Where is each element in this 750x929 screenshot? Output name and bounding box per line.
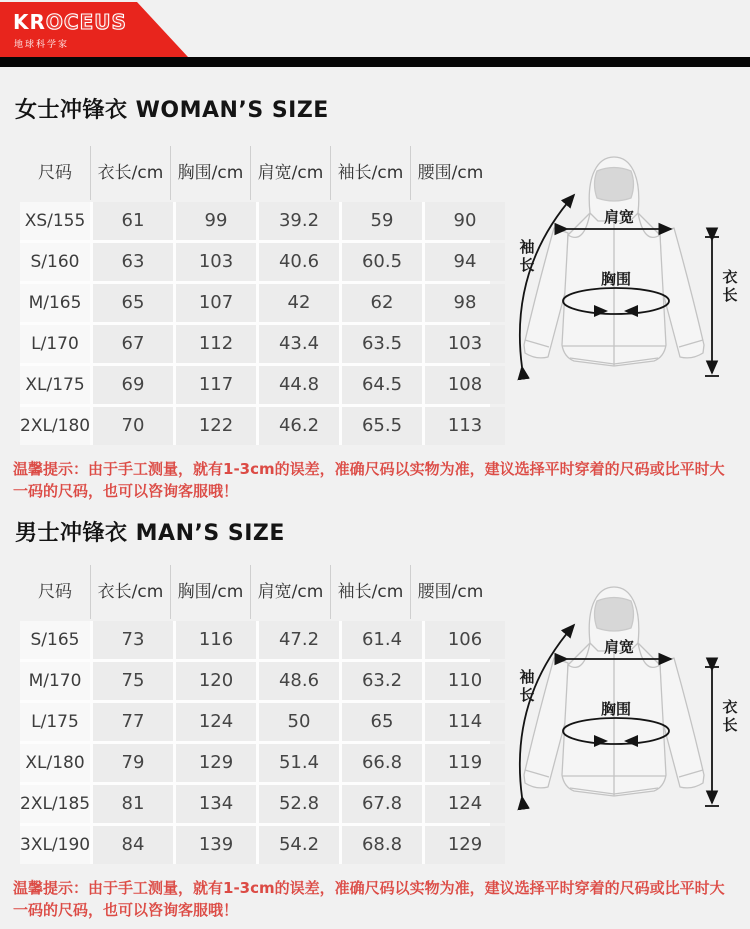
measurement-value-cell: 108: [425, 366, 505, 404]
measurement-value-cell: 94: [425, 243, 505, 281]
chest-girth-label: 胸围: [600, 270, 632, 288]
column-header-3: 肩宽/cm: [250, 565, 330, 619]
column-header-0: 尺码: [38, 582, 72, 602]
measurement-value-cell: 65: [93, 284, 173, 322]
measurement-value-cell: 139: [176, 826, 256, 864]
measurement-value-cell: 62: [342, 284, 422, 322]
brand-logo-solid: KR: [13, 10, 46, 34]
size-label-cell: S/160: [20, 243, 90, 281]
measurement-value-cell: 68.8: [342, 826, 422, 864]
measurement-value-cell: 110: [425, 662, 505, 700]
measurement-value-cell: 52.8: [259, 785, 339, 823]
column-header-2: 胸围/cm: [170, 565, 250, 619]
size-label-cell: M/165: [20, 284, 90, 322]
men-size-table: [20, 565, 490, 864]
column-header-5: 腰围/cm: [410, 565, 490, 619]
sleeve-length-label-char2: 长: [519, 686, 535, 704]
measurement-value-cell: 65: [342, 703, 422, 741]
measurement-value-cell: 59: [342, 202, 422, 240]
measurement-value-cell: 60.5: [342, 243, 422, 281]
size-label-cell: XL/175: [20, 366, 90, 404]
women-table-body: [20, 202, 490, 445]
measurement-value-cell: 79: [93, 744, 173, 782]
measurement-value-cell: 134: [176, 785, 256, 823]
measurement-value-cell: 112: [176, 325, 256, 363]
measurement-value-cell: 43.4: [259, 325, 339, 363]
shoulder-width-label: 肩宽: [603, 208, 635, 226]
shoulder-width-label: 肩宽: [603, 638, 635, 656]
measurement-value-cell: 81: [93, 785, 173, 823]
column-header-1: 衣长/cm: [90, 146, 170, 200]
measurement-value-cell: 42: [259, 284, 339, 322]
measurement-value-cell: 124: [425, 785, 505, 823]
sleeve-length-label-char1: 袖: [519, 238, 535, 256]
brand-logo: [13, 10, 127, 34]
measurement-value-cell: 122: [176, 407, 256, 445]
women-table-header-row: [20, 146, 490, 200]
brand-banner: [0, 0, 750, 67]
men-table-header-row: [20, 565, 490, 619]
women-jacket-measurement-diagram: [504, 149, 744, 401]
size-label-cell: XS/155: [20, 202, 90, 240]
measurement-value-cell: 48.6: [259, 662, 339, 700]
measurement-value-cell: 75: [93, 662, 173, 700]
brand-logo-outline: OCEUS: [45, 10, 127, 34]
measurement-value-cell: 117: [176, 366, 256, 404]
measurement-value-cell: 119: [425, 744, 505, 782]
chest-girth-label: 胸围: [600, 700, 632, 718]
brand-tagline: 地球科学家: [14, 40, 70, 50]
measurement-value-cell: 63: [93, 243, 173, 281]
women-section-title: 女士冲锋衣 WOMAN’S SIZE: [15, 98, 329, 123]
measurement-value-cell: 44.8: [259, 366, 339, 404]
jacket-outline: [524, 587, 704, 796]
column-header-4: 袖长/cm: [330, 565, 410, 619]
measurement-value-cell: 50: [259, 703, 339, 741]
measurement-value-cell: 84: [93, 826, 173, 864]
measurement-value-cell: 114: [425, 703, 505, 741]
measurement-value-cell: 67.8: [342, 785, 422, 823]
measurement-value-cell: 54.2: [259, 826, 339, 864]
garment-length-label-char1: 衣: [722, 268, 738, 286]
banner-divider-bar: [0, 57, 750, 67]
women-size-table: [20, 146, 490, 445]
size-label-cell: XL/180: [20, 744, 90, 782]
garment-length-label-char2: 长: [722, 286, 738, 304]
men-measure-note: 温馨提示：由于手工测量，就有1-3cm的误差，准确尺码以实物为准，建议选择平时穿着的尺码或比平时大一码的尺码，也可以咨询客服哦！: [13, 879, 725, 919]
measurement-value-cell: 47.2: [259, 621, 339, 659]
measurement-value-cell: 120: [176, 662, 256, 700]
hood-face-panel: [595, 168, 634, 202]
measurement-value-cell: 46.2: [259, 407, 339, 445]
garment-length-label-char1: 衣: [722, 698, 738, 716]
column-header-4: 袖长/cm: [330, 146, 410, 200]
measurement-value-cell: 63.5: [342, 325, 422, 363]
sleeve-length-label-char2: 长: [519, 256, 535, 274]
size-label-cell: M/170: [20, 662, 90, 700]
column-header-0: 尺码: [38, 163, 72, 183]
measurement-value-cell: 99: [176, 202, 256, 240]
men-table-body: [20, 621, 490, 864]
jacket-diagram-svg: [504, 579, 744, 831]
measurement-value-cell: 61.4: [342, 621, 422, 659]
measurement-value-cell: 61: [93, 202, 173, 240]
column-header-5: 腰围/cm: [410, 146, 490, 200]
measurement-value-cell: 116: [176, 621, 256, 659]
hood-face-panel: [595, 598, 634, 632]
measurement-value-cell: 69: [93, 366, 173, 404]
measurement-value-cell: 63.2: [342, 662, 422, 700]
size-label-cell: L/170: [20, 325, 90, 363]
size-label-cell: L/175: [20, 703, 90, 741]
measurement-value-cell: 103: [176, 243, 256, 281]
jacket-diagram-svg: [504, 149, 744, 401]
measurement-value-cell: 39.2: [259, 202, 339, 240]
size-label-cell: 2XL/185: [20, 785, 90, 823]
size-label-cell: S/165: [20, 621, 90, 659]
measurement-value-cell: 90: [425, 202, 505, 240]
measurement-value-cell: 107: [176, 284, 256, 322]
men-section-title: 男士冲锋衣 MAN’S SIZE: [15, 521, 285, 546]
measurement-value-cell: 98: [425, 284, 505, 322]
measurement-value-cell: 103: [425, 325, 505, 363]
measurement-value-cell: 113: [425, 407, 505, 445]
column-header-1: 衣长/cm: [90, 565, 170, 619]
measurement-value-cell: 40.6: [259, 243, 339, 281]
measurement-value-cell: 64.5: [342, 366, 422, 404]
jacket-outline: [524, 157, 704, 366]
column-header-3: 肩宽/cm: [250, 146, 330, 200]
measurement-value-cell: 129: [425, 826, 505, 864]
measurement-value-cell: 67: [93, 325, 173, 363]
size-label-cell: 2XL/180: [20, 407, 90, 445]
measurement-value-cell: 129: [176, 744, 256, 782]
column-header-2: 胸围/cm: [170, 146, 250, 200]
women-measure-note: 温馨提示：由于手工测量，就有1-3cm的误差，准确尺码以实物为准，建议选择平时穿着的尺码或比平时大一码的尺码，也可以咨询客服哦！: [13, 460, 725, 500]
measurement-value-cell: 70: [93, 407, 173, 445]
measurement-value-cell: 65.5: [342, 407, 422, 445]
size-label-cell: 3XL/190: [20, 826, 90, 864]
sleeve-length-label-char1: 袖: [519, 668, 535, 686]
garment-length-label-char2: 长: [722, 716, 738, 734]
measurement-value-cell: 51.4: [259, 744, 339, 782]
measurement-value-cell: 106: [425, 621, 505, 659]
measurement-value-cell: 66.8: [342, 744, 422, 782]
measurement-value-cell: 73: [93, 621, 173, 659]
measurement-value-cell: 77: [93, 703, 173, 741]
men-jacket-measurement-diagram: [504, 579, 744, 831]
measurement-value-cell: 124: [176, 703, 256, 741]
